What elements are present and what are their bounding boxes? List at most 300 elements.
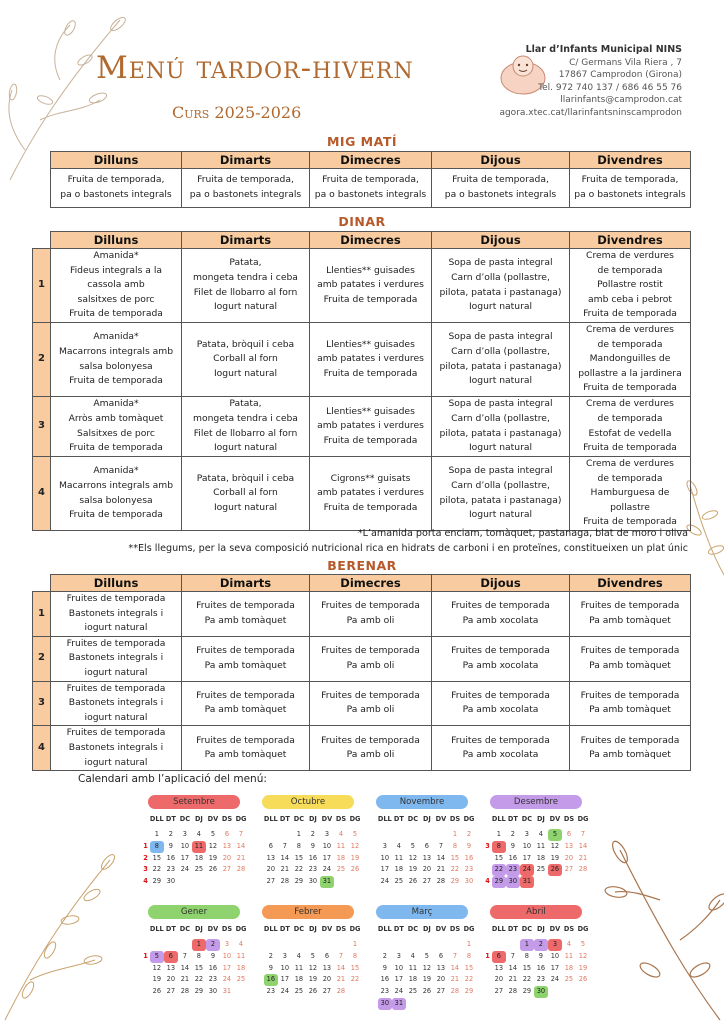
menu-week-marker (368, 986, 376, 998)
calendar-empty (306, 939, 320, 951)
menu-cell (51, 726, 182, 771)
weekday-label: DS (563, 925, 575, 933)
week-number: 2 (33, 323, 51, 397)
weekday-label: DLL (263, 925, 278, 933)
calendar-day: 16 (308, 853, 318, 862)
weekday-label: DT (165, 925, 176, 933)
menu-item: pollastre a la jardinera (578, 367, 682, 379)
menu-week-marker (482, 939, 490, 951)
menu-item: Iogurt natural (213, 301, 278, 313)
menu-item: amb patates i verdures (317, 279, 424, 291)
calendar-day: 8 (150, 841, 164, 853)
menu-cell (182, 681, 310, 726)
table-row (33, 397, 691, 457)
calendar-week-row (254, 876, 362, 888)
menu-item: Filet de llobarro al forn (193, 286, 298, 298)
calendar-empty (348, 986, 362, 998)
week-number: 3 (33, 397, 51, 457)
menu-week-marker (254, 986, 262, 998)
calendar-empty (192, 876, 206, 888)
menu-week-marker: 1 (143, 841, 148, 850)
calendar-day: 21 (280, 865, 290, 874)
menu-week-marker (368, 829, 376, 841)
menu-item: amb patates i verdures (317, 420, 424, 432)
menu-item: Iogurt natural (468, 442, 533, 454)
month-abril (482, 905, 590, 998)
menu-item: Fruita de temporada, (67, 174, 165, 186)
calendar-empty (406, 939, 420, 951)
menu-cell (432, 169, 570, 208)
calendar-day: 17 (550, 963, 560, 972)
calendar-day: 28 (450, 987, 460, 996)
menu-item: Fruita de temporada, (452, 174, 549, 186)
calendar-day: 10 (550, 951, 560, 960)
calendar-day: 1 (520, 939, 534, 951)
calendar-day: 17 (522, 853, 532, 862)
menu-week-marker (482, 853, 490, 865)
menu-item: Estofat de vedella (588, 427, 672, 439)
month-gener (140, 905, 248, 998)
calendar-day: 18 (294, 975, 304, 984)
menu-cell (182, 726, 310, 771)
calendar-empty (462, 998, 476, 1010)
calendar-day: 12 (308, 963, 318, 972)
menu-cell (51, 397, 182, 457)
calendar-week-row (140, 963, 248, 975)
calendar-day: 13 (222, 841, 232, 850)
menu-item: Carn d’olla (pollastre, (451, 479, 550, 491)
calendar-day: 25 (408, 987, 418, 996)
menu-item: mongeta tendra i ceba (193, 271, 298, 283)
calendar-week-row (368, 841, 476, 853)
calendar-day: 28 (508, 987, 518, 996)
month-desembre (482, 795, 590, 888)
menu-cell (182, 323, 310, 397)
menu-item: Crema de verdures (586, 398, 674, 410)
calendar-day: 16 (536, 963, 546, 972)
day-header-dimarts: Dimarts (182, 152, 310, 169)
calendar-day: 4 (538, 830, 543, 838)
calendar-day: 7 (182, 951, 187, 960)
note-amanida: *L’amanida porta enciam, tomàquet, pastanaga, blat de moro i oliva (357, 528, 688, 539)
calendar-day: 18 (236, 963, 246, 972)
menu-item: Patata, (229, 257, 262, 269)
calendar-day: 15 (450, 853, 460, 862)
calendar-day: 1 (496, 830, 501, 838)
menu-cell (310, 636, 432, 681)
month-març (368, 905, 476, 1010)
calendar-title: Calendari amb l’aplicació del menú: (78, 773, 267, 785)
calendar-day: 14 (450, 963, 460, 972)
calendar-day: 15 (294, 853, 304, 862)
calendar-day: 25 (294, 987, 304, 996)
weekday-label: DV (435, 925, 447, 933)
table-row (33, 457, 691, 531)
menu-item: Fruita de temporada (583, 382, 677, 394)
school-address: C/ Germans Vila Riera , 7 (569, 57, 682, 68)
menu-week-marker (254, 876, 262, 888)
calendar-day: 10 (380, 853, 390, 862)
calendar-day: 19 (350, 853, 360, 862)
month-label: Novembre (376, 795, 468, 809)
calendar-empty (420, 939, 434, 951)
calendar-week-row (254, 829, 362, 841)
menu-item: amb patates i verdures (317, 353, 424, 365)
weekday-label: DG (463, 925, 475, 933)
calendar-empty (150, 939, 164, 951)
weekday-label: DS (221, 815, 233, 823)
month-febrer (254, 905, 362, 998)
calendar-week-row (368, 853, 476, 865)
calendar-day: 19 (152, 975, 162, 984)
menu-cell (310, 681, 432, 726)
menu-item: Sopa de pasta integral (448, 257, 553, 269)
week-number: 4 (33, 726, 51, 771)
calendar-day: 3 (524, 830, 529, 838)
menu-item: Fruites de temporada (580, 689, 680, 701)
menu-item: Fruita de temporada (323, 501, 418, 513)
menu-item: Pa amb tomàquet (204, 749, 287, 761)
calendar-day: 3 (282, 951, 287, 960)
menu-cell (432, 249, 570, 323)
menu-item: de temporada (597, 412, 663, 424)
day-header-dimarts: Dimarts (182, 232, 310, 249)
menu-week-marker (482, 974, 490, 986)
weekday-label: DG (349, 815, 361, 823)
calendar-day: 14 (436, 853, 446, 862)
menu-week-marker (140, 974, 148, 986)
menu-cell (432, 457, 570, 531)
calendar-day: 6 (424, 841, 429, 850)
menu-item: Fruites de temporada (580, 600, 680, 612)
calendar-week-row (482, 963, 590, 975)
note-llegums: **Els llegums, per la seva composició nutricional rica en hidrats de carboni i en proteïnes, constitueixen un plat únic (128, 543, 688, 554)
menu-item: Fruites de temporada (66, 637, 166, 649)
menu-item: Pa amb xocolata (462, 749, 539, 761)
calendar-day: 30 (308, 877, 318, 886)
calendar-day: 23 (166, 865, 176, 874)
calendar-empty (562, 986, 576, 998)
calendar-day: 4 (296, 951, 301, 960)
menu-cell (51, 169, 182, 208)
menu-item: pa o bastonets integrals (189, 189, 302, 200)
menu-cell (432, 636, 570, 681)
calendar-empty (264, 829, 278, 841)
calendar-day: 11 (564, 951, 574, 960)
menu-item: Pa amb oli (346, 704, 395, 716)
calendar-day: 4 (238, 940, 244, 948)
calendar-week-row (140, 876, 248, 888)
menu-week-marker (368, 998, 376, 1010)
calendar-empty (406, 998, 420, 1010)
calendar-day: 20 (166, 975, 176, 984)
table-berenar (32, 574, 691, 771)
menu-week-marker: 1 (485, 951, 490, 960)
calendar-day: 2 (382, 951, 387, 960)
calendar-day: 5 (424, 951, 429, 960)
calendar-empty (378, 939, 392, 951)
calendar-empty (264, 939, 278, 951)
calendar-empty (448, 998, 462, 1010)
menu-title: Menú tardor-hivern (96, 50, 414, 86)
menu-item: pilota, patata i pastanaga) (439, 494, 562, 506)
menu-item: pa o bastonets integrals (60, 189, 172, 200)
calendar-day: 14 (578, 841, 588, 850)
calendar-day: 12 (550, 841, 560, 850)
menu-item: Patata, bròquil i ceba (196, 472, 295, 484)
table-row (51, 169, 691, 208)
calendar-day: 8 (352, 951, 358, 960)
calendar-day: 30 (208, 987, 218, 996)
calendar-day: 24 (322, 865, 332, 874)
calendar-day: 14 (336, 963, 346, 972)
calendar-empty (278, 939, 292, 951)
calendar-day: 24 (380, 877, 390, 886)
menu-item: Fruita de temporada, (197, 174, 294, 186)
menu-item: Fruites de temporada (451, 689, 550, 701)
menu-week-marker: 4 (485, 877, 490, 886)
menu-item: Pollastre rostit (597, 279, 663, 291)
menu-item: Carn d’olla (pollastre, (451, 345, 550, 357)
table-row (33, 636, 691, 681)
calendar-empty (434, 998, 448, 1010)
menu-item: salsa bolonyesa (79, 360, 153, 372)
calendar-day: 16 (208, 963, 218, 972)
weekday-label: DG (235, 925, 247, 933)
calendar-day: 3 (396, 951, 401, 960)
calendar-day: 10 (180, 841, 190, 850)
calendar-day: 29 (522, 987, 532, 996)
table-dinar (32, 231, 691, 531)
calendar-day: 4 (196, 830, 201, 838)
calendar-day: 23 (308, 865, 318, 874)
calendar-day: 16 (264, 974, 278, 986)
menu-item: Fruites de temporada (321, 600, 420, 612)
calendar-day: 6 (324, 951, 330, 960)
calendar-day: 13 (494, 963, 504, 972)
calendar-empty (492, 939, 506, 951)
menu-week-marker: 2 (143, 853, 148, 862)
menu-cell (182, 636, 310, 681)
calendar-day: 5 (410, 841, 415, 850)
calendar-day: 23 (208, 975, 218, 984)
menu-cell (310, 323, 432, 397)
weekday-label: DJ (308, 925, 317, 933)
menu-item: Fruites de temporada (196, 645, 295, 657)
calendar-day: 26 (548, 864, 562, 876)
menu-week-marker (368, 864, 376, 876)
calendar-day: 19 (422, 975, 432, 984)
menu-item: de temporada (597, 472, 663, 484)
calendar-day: 17 (222, 963, 232, 972)
calendar-week-row (368, 974, 476, 986)
calendar-day: 15 (522, 963, 532, 972)
day-header-dijous: Dijous (432, 152, 570, 169)
menu-item: iogurt natural (84, 622, 148, 634)
calendar-day: 9 (538, 951, 543, 960)
calendar-week-row (368, 963, 476, 975)
calendar-day: 21 (336, 975, 346, 984)
calendar-day: 16 (508, 853, 518, 862)
weekday-label: DS (449, 925, 461, 933)
calendar-week-row (254, 841, 362, 853)
calendar-day: 9 (268, 963, 273, 972)
calendar-day: 26 (208, 865, 218, 874)
calendar-day: 27 (422, 877, 432, 886)
calendar-empty (206, 876, 220, 888)
menu-item: Fruites de temporada (196, 600, 295, 612)
menu-cell (310, 726, 432, 771)
calendar-day: 18 (336, 853, 346, 862)
calendar-day: 12 (208, 841, 218, 850)
menu-item: Pa amb oli (346, 749, 395, 761)
calendar-day: 7 (282, 841, 287, 850)
calendar-day: 2 (168, 830, 173, 838)
calendar-day: 27 (266, 877, 276, 886)
calendar-day: 8 (452, 841, 458, 850)
weekday-label: DT (507, 815, 518, 823)
menu-item: Iogurt natural (468, 375, 533, 387)
menu-week-marker (482, 864, 490, 876)
calendar-day: 8 (196, 951, 201, 960)
calendar-week-row (482, 853, 590, 865)
calendar-day: 26 (308, 987, 318, 996)
calendar-day: 15 (350, 963, 360, 972)
month-label: Febrer (262, 905, 354, 919)
menu-item: Pa amb tomàquet (589, 749, 671, 761)
calendar-day: 27 (436, 987, 446, 996)
menu-item: iogurt natural (84, 756, 148, 768)
calendar-day: 31 (392, 998, 406, 1010)
week-number: 3 (33, 681, 51, 726)
day-header-dijous: Dijous (432, 575, 570, 592)
menu-item: Iogurt natural (213, 442, 278, 454)
calendar-day: 3 (324, 830, 330, 838)
menu-item: Fruites de temporada (321, 689, 420, 701)
menu-week-marker (482, 986, 490, 998)
calendar-day: 31 (222, 987, 232, 996)
menu-item: Sopa de pasta integral (448, 398, 553, 410)
menu-item: Fruites de temporada (66, 682, 166, 694)
weekday-label: DC (407, 815, 419, 823)
menu-cell (570, 457, 691, 531)
calendar-day: 22 (194, 975, 204, 984)
weekday-label: DG (463, 815, 475, 823)
weekday-label: DC (521, 815, 533, 823)
calendar-empty (406, 829, 420, 841)
calendar-day: 28 (436, 877, 446, 886)
calendar-day: 16 (380, 975, 390, 984)
calendar-day: 9 (168, 841, 173, 850)
weekday-label: DLL (491, 815, 506, 823)
calendar-day: 8 (492, 841, 506, 853)
menu-week-marker (368, 876, 376, 888)
calendar-day: 3 (224, 940, 230, 948)
menu-item: pilota, patata i pastanaga) (439, 427, 562, 439)
menu-item: salsa bolonyesa (79, 494, 153, 506)
menu-cell (570, 681, 691, 726)
menu-item: Bastonets integrals i (68, 607, 164, 619)
menu-item: Pa amb tomàquet (204, 659, 287, 671)
menu-item: mongeta tendra i ceba (193, 412, 298, 424)
calendar-day: 6 (492, 951, 506, 963)
weekday-label: DG (577, 925, 589, 933)
menu-cell (51, 323, 182, 397)
menu-week-marker (140, 939, 148, 951)
menu-cell (432, 323, 570, 397)
calendar-day: 13 (564, 841, 574, 850)
menu-cell (51, 457, 182, 531)
month-label: Abril (490, 905, 582, 919)
weekday-label: DLL (491, 925, 506, 933)
menu-item: Macarrons integrals amb (58, 479, 174, 491)
menu-item: Fruites de temporada (321, 734, 420, 746)
calendar-day: 20 (564, 853, 574, 862)
menu-item: Fruites de temporada (66, 593, 166, 604)
school-email[interactable]: llarinfants@camprodon.cat (560, 95, 682, 105)
calendar-day: 18 (394, 865, 404, 874)
menu-week-marker (254, 974, 262, 986)
calendar-empty (178, 939, 192, 951)
calendar-empty (378, 829, 392, 841)
calendar-day: 13 (266, 853, 276, 862)
calendar-day: 24 (550, 975, 560, 984)
weekday-label: DLL (149, 815, 164, 823)
calendar-day: 17 (180, 853, 190, 862)
calendar-day: 24 (280, 987, 290, 996)
calendar-day: 19 (408, 865, 418, 874)
weekday-header (482, 815, 590, 823)
weekday-label: DV (207, 815, 219, 823)
menu-item: iogurt natural (84, 711, 148, 723)
calendar-day: 28 (578, 865, 588, 874)
menu-week-marker (254, 841, 262, 853)
menu-item: Sopa de pasta integral (448, 331, 553, 343)
menu-item: Filet de llobarro al forn (193, 427, 298, 439)
weekday-label: DLL (377, 815, 392, 823)
calendar-day: 18 (194, 853, 204, 862)
menu-item: Arròs amb tomàquet (68, 412, 164, 424)
day-header-divendres: Divendres (570, 232, 691, 249)
school-website[interactable]: agora.xtec.cat/llarinfantsninscamprodon (499, 107, 682, 118)
calendar-week-row (482, 974, 590, 986)
menu-week-marker (368, 974, 376, 986)
calendar-day: 4 (410, 951, 415, 960)
menu-item: Pa amb xocolata (462, 704, 539, 716)
calendar-empty (534, 876, 548, 888)
section-title-berenar: BERENAR (327, 558, 397, 573)
calendar-empty (348, 876, 362, 888)
calendar-day: 8 (524, 951, 529, 960)
calendar-day: 29 (492, 876, 506, 888)
month-label: Octubre (262, 795, 354, 809)
weekday-label: DJ (422, 815, 431, 823)
day-header-dimecres: Dimecres (310, 575, 432, 592)
menu-cell (570, 249, 691, 323)
weekday-label: DT (165, 815, 176, 823)
weekday-label: DC (407, 925, 419, 933)
calendar-week-row (140, 986, 248, 998)
menu-cell (432, 681, 570, 726)
calendar-day: 22 (450, 865, 460, 874)
calendar-day: 13 (436, 963, 446, 972)
menu-item: Fruites de temporada (451, 645, 550, 657)
calendar-empty (392, 939, 406, 951)
calendar-day: 27 (166, 987, 176, 996)
calendar-day: 5 (210, 830, 216, 838)
calendar-day: 24 (180, 865, 190, 874)
calendar-week-row (368, 864, 476, 876)
